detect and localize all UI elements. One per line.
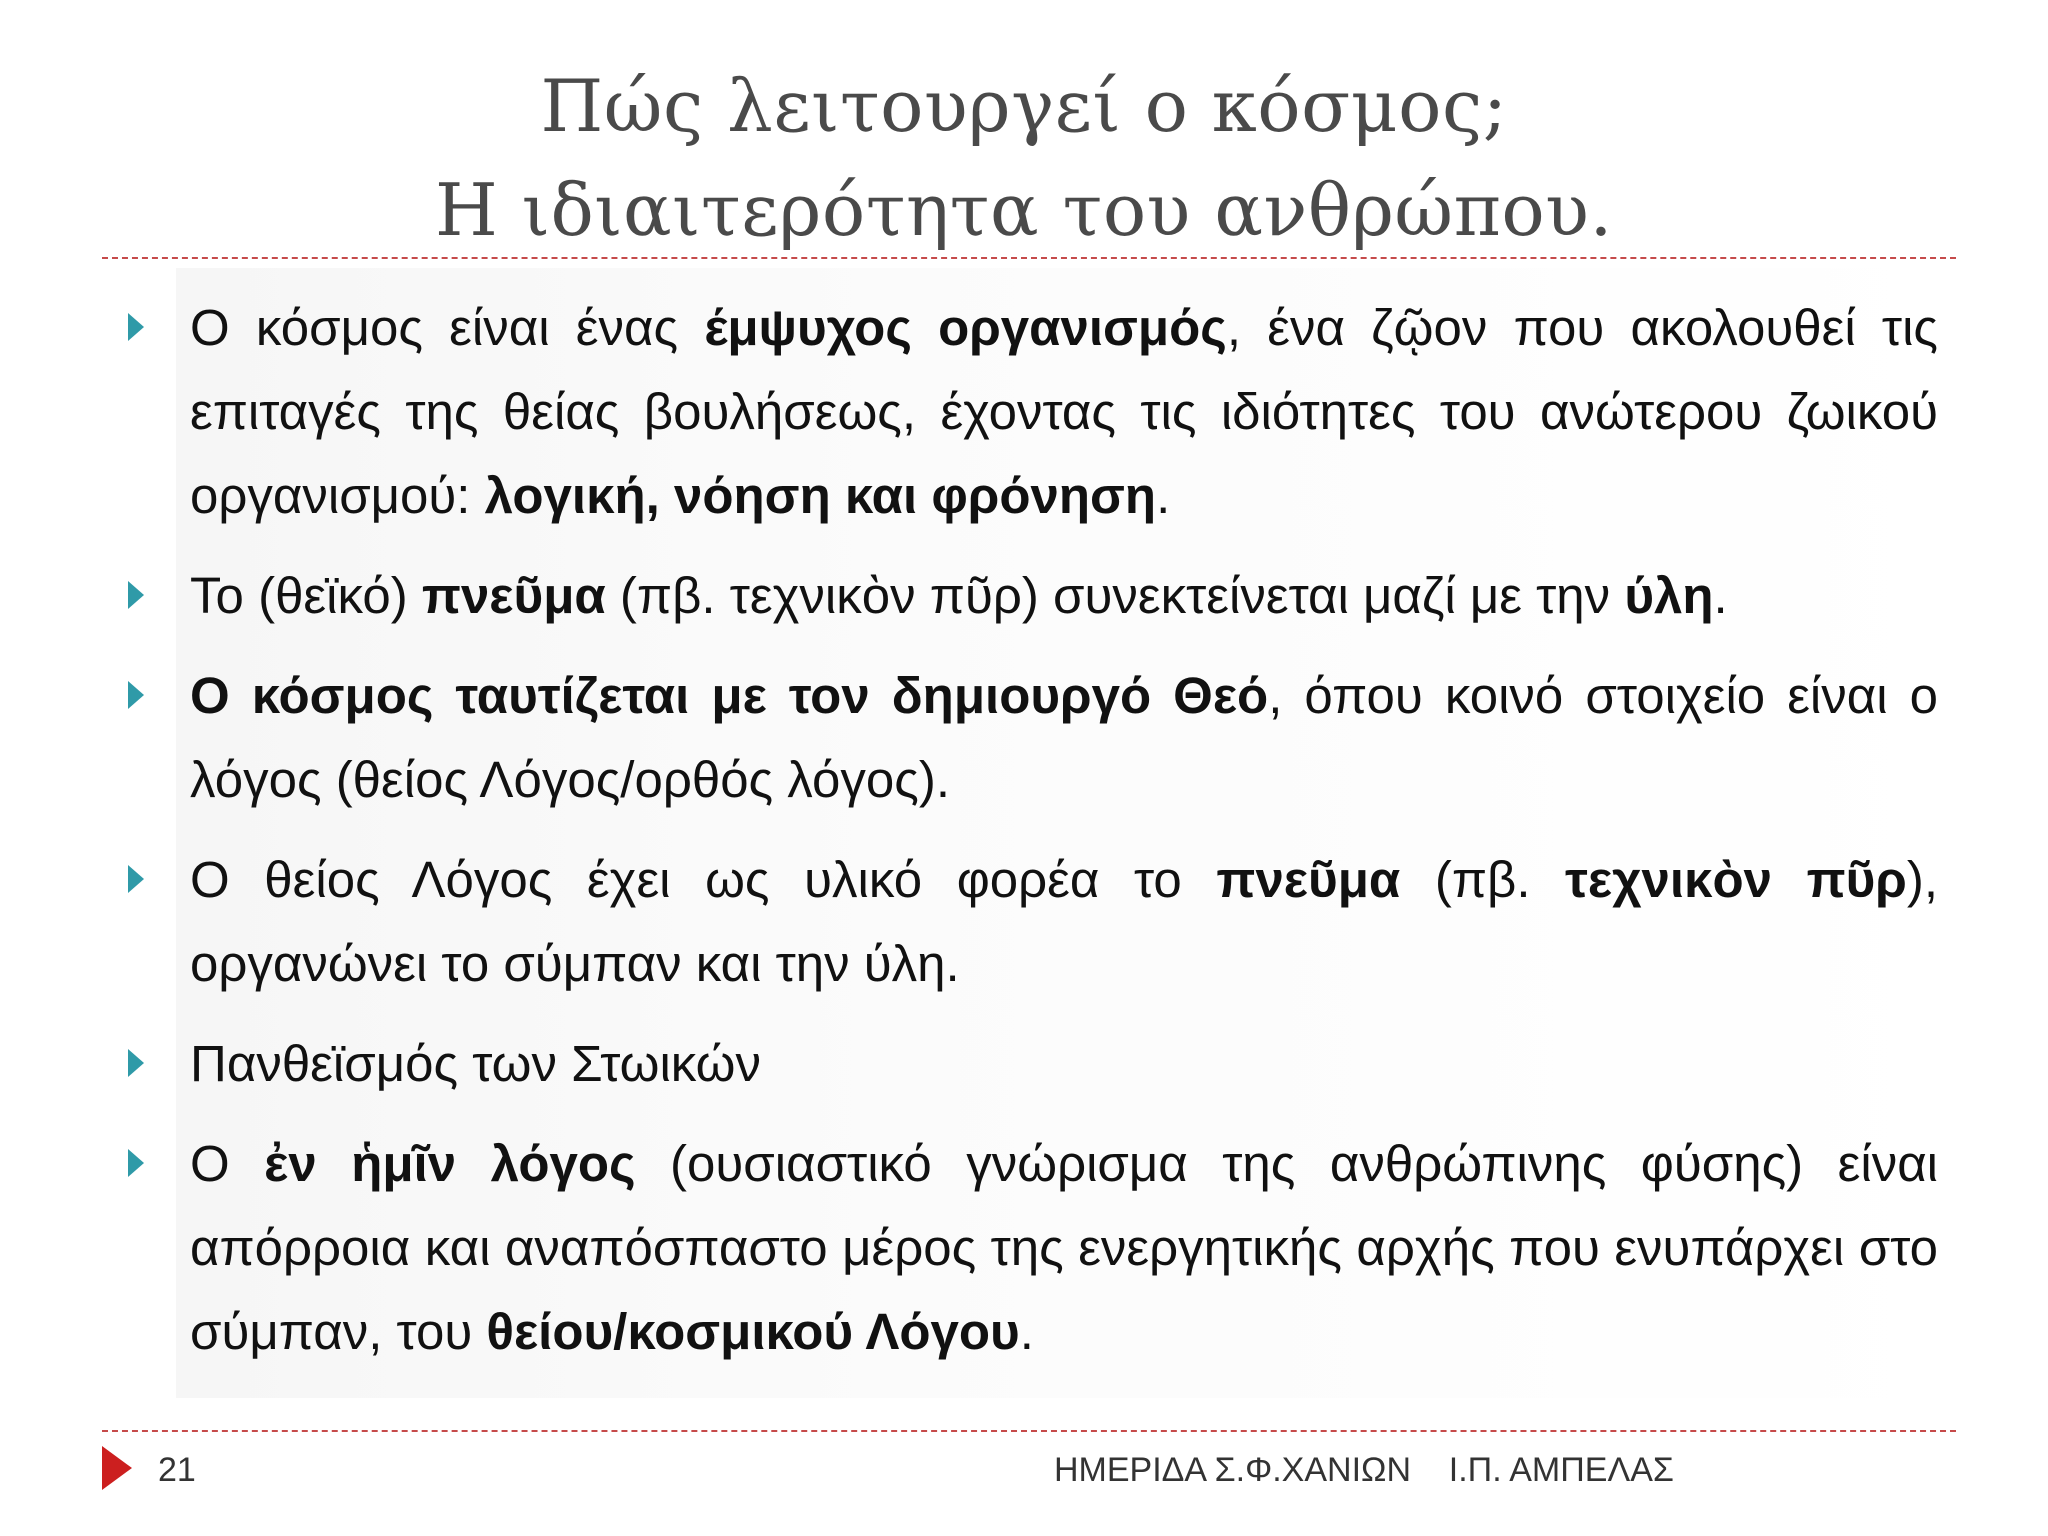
bullet-text: (πβ. <box>1400 851 1566 908</box>
bullet-arrow-icon <box>128 681 144 709</box>
bullet-item <box>120 286 1938 538</box>
bullet-text: (ουσιαστικό γνώρισμα της ανθρώπινης φύσης) είναι απόρροια και αναπόσπαστο μέρος της ενεργητικής αρχής που ενυπάρχει στο σύμπαν, του <box>190 1135 1939 1360</box>
bullet-arrow-icon <box>128 865 144 893</box>
bullet-text: ), οργανώνει το σύμπαν και την ύλη. <box>190 851 1939 992</box>
bullet-arrow-icon <box>128 313 144 341</box>
bullet-text-bold: λογική, νόηση και φρόνηση <box>484 467 1157 524</box>
slide-title <box>0 54 2048 262</box>
bullet-item <box>120 1022 1938 1106</box>
page-number: 21 <box>158 1451 196 1489</box>
bullet-arrow-icon <box>128 1049 144 1077</box>
bullet-arrow-icon <box>128 581 144 609</box>
bullet-text: Πανθεϊσμός των Στωικών <box>190 1035 761 1092</box>
footer-text: ΗΜΕΡΙΔΑ Σ.Φ.ΧΑΝΙΩΝ Ι.Π. ΑΜΠΕΛΑΣ <box>1054 1451 1674 1489</box>
bullet-text: , ένα ζῷον που ακολουθεί τις επιταγές της θείας βουλήσεως, έχοντας τις ιδιότητες του ανώτερου ζωικού οργανισμού: <box>190 299 1938 524</box>
bullet-item <box>120 654 1938 822</box>
bullet-text-bold: ἐν ἡμῖν λόγος <box>264 1135 636 1192</box>
bullet-text-bold: θείου/κοσμικού Λόγου <box>486 1303 1020 1360</box>
title-line-1: Πώς λειτουργεί ο κόσμος; <box>540 64 1508 148</box>
bullet-item <box>120 554 1938 638</box>
bullet-text-bold: πνεῦμα <box>1216 851 1401 908</box>
bullet-text-bold: τεχνικὸν πῦρ <box>1565 851 1907 908</box>
bullet-text: Ο θείος Λόγος έχει ως υλικό φορέα το <box>190 851 1217 908</box>
bullet-text: . <box>1156 467 1171 524</box>
bullet-text: (πβ. τεχνικὸν πῦρ) συνεκτείνεται μαζί με την <box>605 567 1625 624</box>
bullet-item <box>120 1122 1938 1374</box>
bullet-text: . <box>1019 1303 1034 1360</box>
title-line-2: Η ιδιαιτερότητα του ανθρώπου. <box>435 168 1613 252</box>
bullet-text-bold: ύλη <box>1624 567 1714 624</box>
bullet-text-bold: έμψυχος οργανισμός <box>704 299 1227 356</box>
footer-arrow-icon <box>102 1446 132 1490</box>
top-divider <box>102 257 1956 259</box>
bullet-arrow-icon <box>128 1149 144 1177</box>
bullet-item <box>120 838 1938 1006</box>
bullet-text: Ο κόσμος είναι ένας <box>190 299 705 356</box>
bullet-text: , όπου κοινό στοιχείο είναι ο λόγος (θείος Λόγος/ορθός λόγος). <box>190 667 1939 808</box>
bullet-text: Το (θεϊκό) <box>190 567 422 624</box>
bullet-text: Ο <box>190 1135 265 1192</box>
bullet-text-bold: πνεῦμα <box>421 567 606 624</box>
bullet-text: . <box>1713 567 1728 624</box>
bullet-list <box>120 286 1938 1390</box>
bullet-text-bold: Ο κόσμος ταυτίζεται με τον δημιουργό Θεό <box>190 667 1269 724</box>
bottom-divider <box>102 1430 1956 1432</box>
